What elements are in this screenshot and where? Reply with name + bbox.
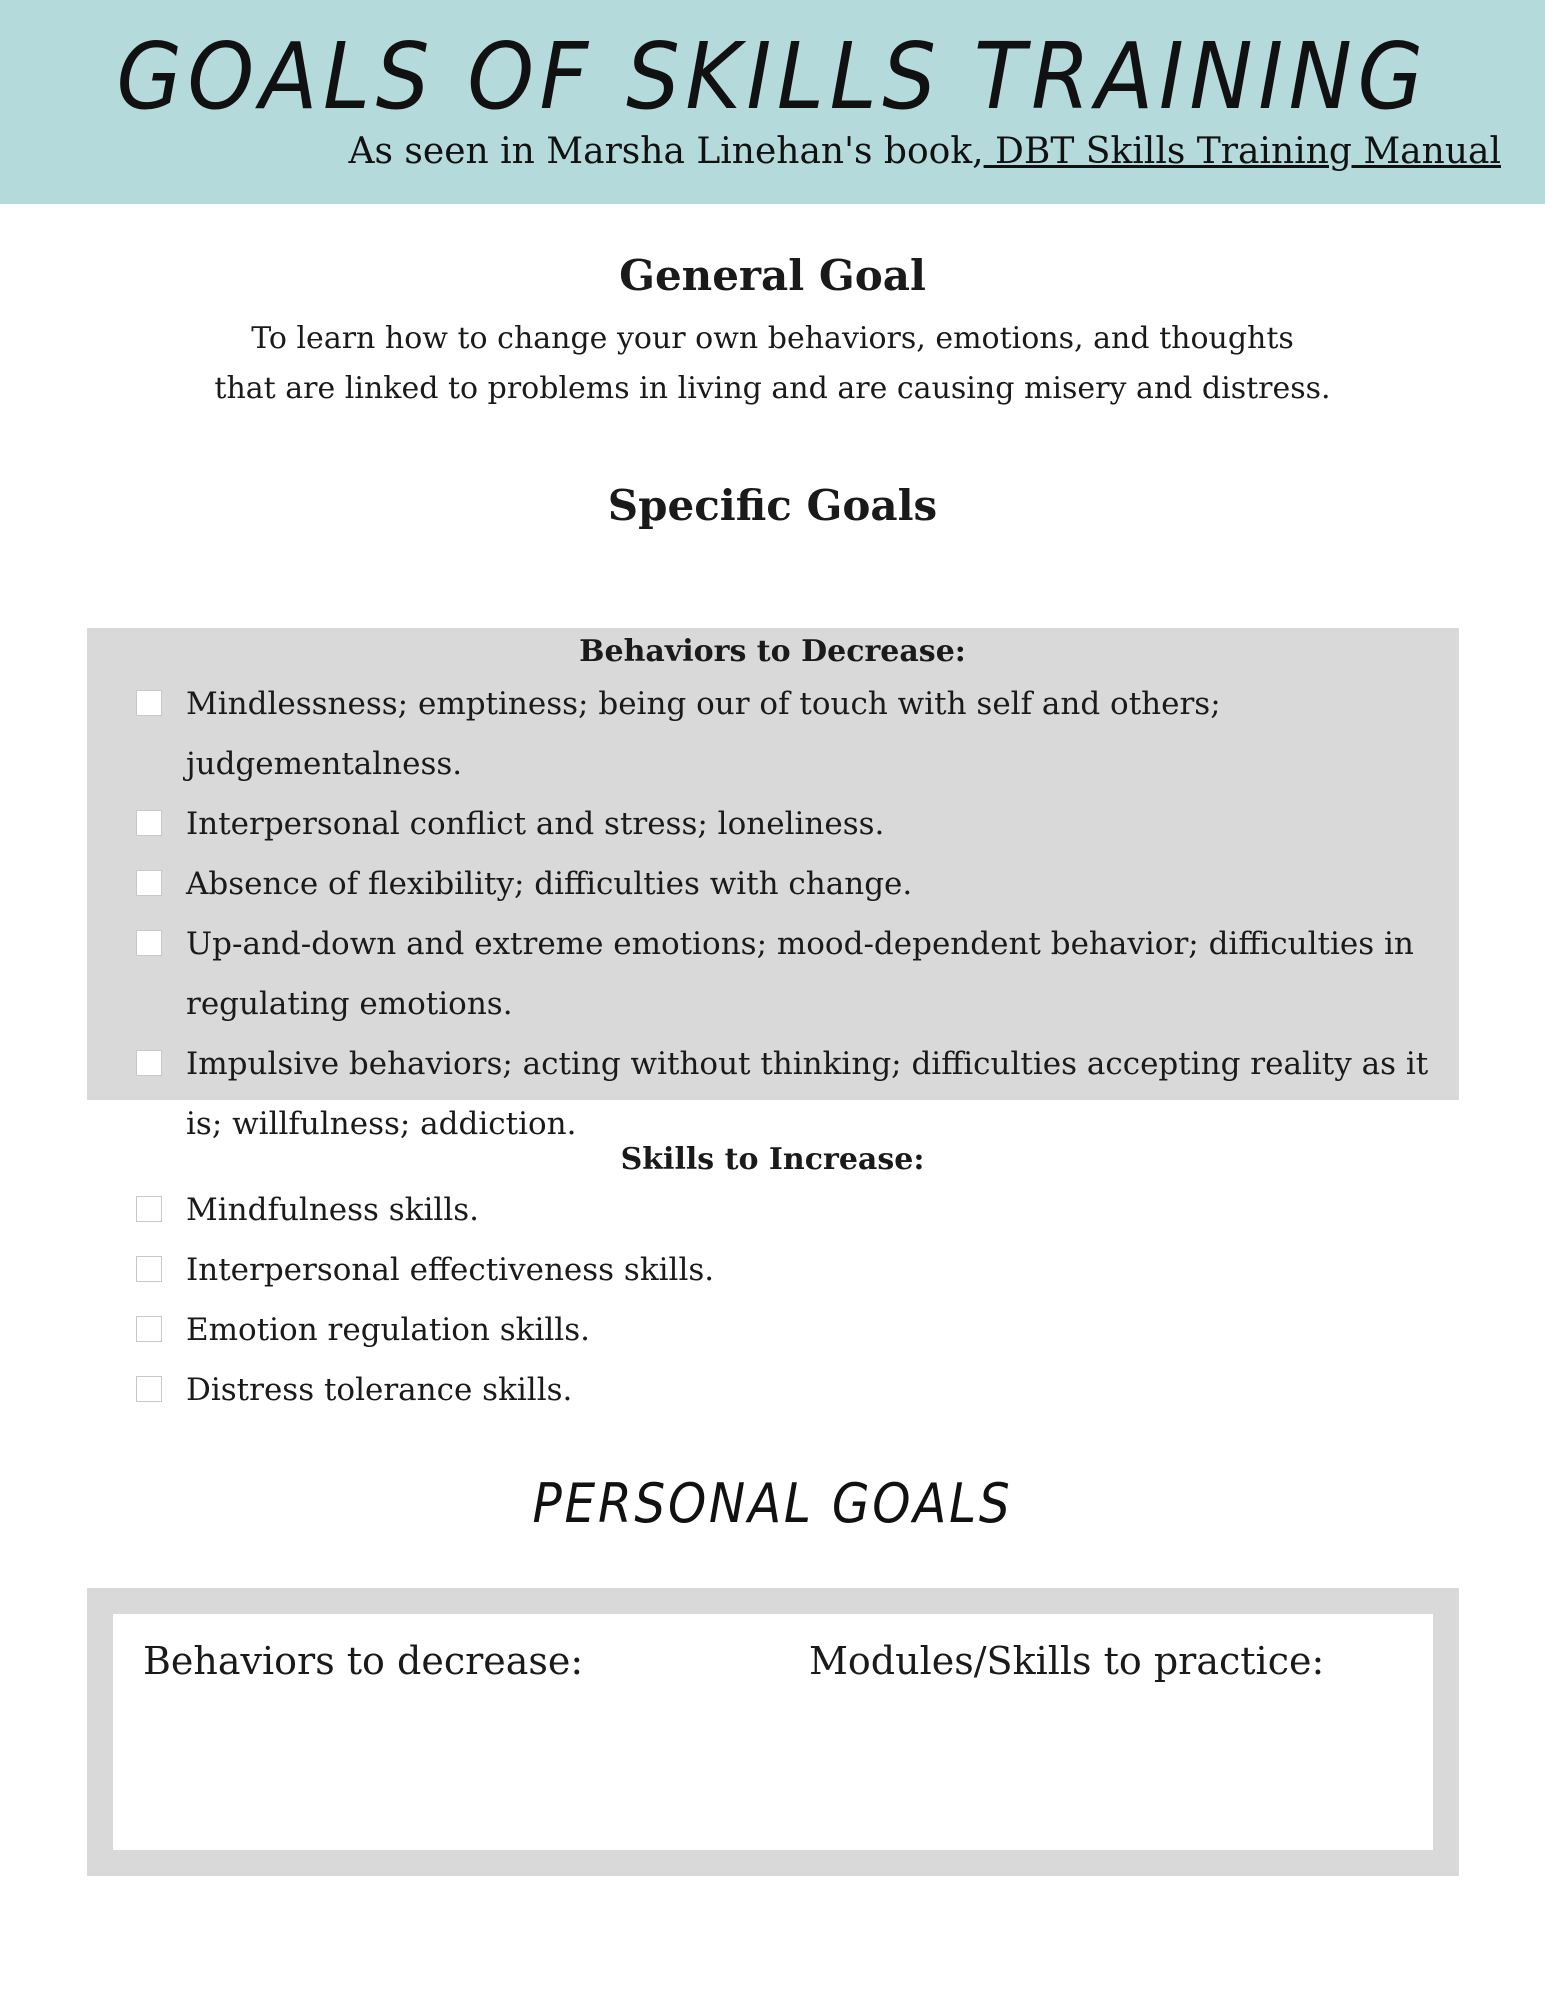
personal-goals-heading: PERSONAL GOALS	[532, 1472, 1013, 1535]
list-item-label: Mindlessness; emptiness; being our of touch with self and others; judgementalness.	[186, 686, 1221, 782]
book-title: DBT Skills Training Manual	[983, 131, 1501, 172]
increase-item-interpersonal	[136, 1240, 1456, 1300]
general-goal-line-2: that are linked to problems in living and are causing misery and distress.	[214, 371, 1331, 406]
list-item-label: Interpersonal conflict and stress; loneliness.	[186, 806, 885, 842]
personal-goals-writing-area[interactable]	[113, 1614, 1433, 1850]
checkbox[interactable]	[136, 1316, 162, 1342]
skills-to-increase-list	[136, 1180, 1456, 1420]
checkbox[interactable]	[136, 1196, 162, 1222]
increase-item-distress-tolerance	[136, 1360, 1456, 1420]
list-item-label: Absence of flexibility; difficulties with change.	[186, 866, 913, 902]
decrease-item-flexibility	[136, 854, 1456, 914]
behaviors-to-decrease-heading: Behaviors to Decrease:	[579, 634, 966, 669]
checkbox[interactable]	[136, 1050, 162, 1076]
behaviors-to-decrease-label: Behaviors to decrease:	[143, 1639, 584, 1683]
checkbox[interactable]	[136, 810, 162, 836]
decrease-item-mindlessness	[136, 674, 1456, 794]
checkbox[interactable]	[136, 690, 162, 716]
list-item-label: Emotion regulation skills.	[186, 1312, 590, 1348]
list-item-label: Impulsive behaviors; acting without thinking; difficulties accepting reality as it is; willfulness; addiction.	[186, 1046, 1429, 1142]
checkbox[interactable]	[136, 1256, 162, 1282]
increase-item-emotion-regulation	[136, 1300, 1456, 1360]
decrease-item-emotions	[136, 914, 1456, 1034]
list-item-label: Up-and-down and extreme emotions; mood-dependent behavior; difficulties in regulating emotions.	[186, 926, 1414, 1022]
modules-to-practice-label: Modules/Skills to practice:	[809, 1639, 1325, 1683]
personal-goals-box	[87, 1588, 1459, 1876]
checkbox[interactable]	[136, 930, 162, 956]
general-goal-line-1: To learn how to change your own behaviors, emotions, and thoughts	[251, 321, 1294, 356]
general-goal-text	[0, 314, 1545, 414]
page-title: GOALS OF SKILLS TRAINING	[116, 23, 1429, 130]
checkbox[interactable]	[136, 1376, 162, 1402]
page-subtitle	[349, 128, 1502, 176]
list-item-label: Distress tolerance skills.	[186, 1372, 573, 1408]
increase-item-mindfulness	[136, 1180, 1456, 1240]
behaviors-to-decrease-list	[136, 674, 1456, 1154]
subtitle-prefix: As seen in Marsha Linehan's book,	[348, 131, 984, 172]
list-item-label: Interpersonal effectiveness skills.	[186, 1252, 715, 1288]
general-goal-heading: General Goal	[619, 251, 926, 300]
decrease-item-conflict	[136, 794, 1456, 854]
decrease-item-impulsive	[136, 1034, 1456, 1154]
list-item-label: Mindfulness skills.	[186, 1192, 480, 1228]
header-band	[0, 0, 1545, 204]
checkbox[interactable]	[136, 870, 162, 896]
skills-to-increase-heading: Skills to Increase:	[620, 1142, 925, 1177]
specific-goals-heading: Specific Goals	[607, 481, 938, 530]
